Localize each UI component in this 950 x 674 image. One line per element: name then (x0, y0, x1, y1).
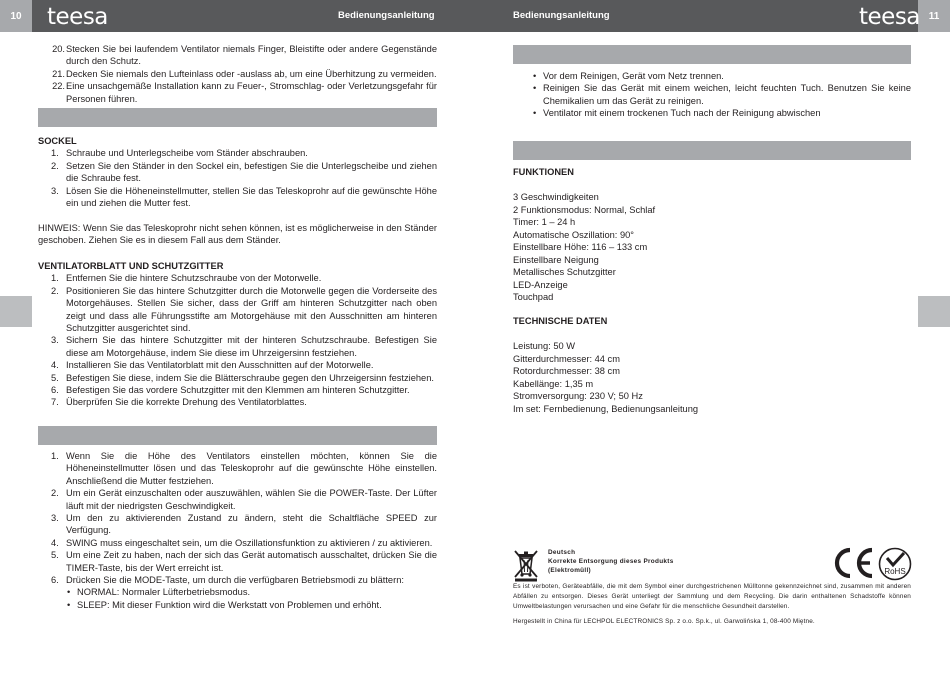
spec-item: Kabellänge: 1,35 m (513, 378, 594, 389)
ce-mark-icon (831, 547, 875, 579)
rohs-label: RoHS (884, 567, 906, 576)
list-item: 5. Um eine Zeit zu haben, nach der sich das Gerät automatisch ausschaltet, drücken Sie die TIMER-Taste, bis der Wert erreicht ist. (51, 550, 437, 573)
right-header-title: Bedienungsanleitung (513, 10, 610, 21)
list-item: 7. Überprüfen Sie die korrekte Drehung des Ventilatorblattes. (51, 397, 307, 408)
hinweis-note (38, 222, 437, 247)
list-item: 22. Eine unsachgemäße Installation kann zu Feuer-, Stromschlag- oder Verletzungsgefahr für Personen führen. (52, 81, 437, 104)
section-bar-cleaning (513, 45, 911, 64)
section-bar-operation (38, 426, 437, 445)
blade-section (38, 260, 437, 409)
list-item: 3. Um den zu aktivierenden Zustand zu ändern, steht die Schaltfläche SPEED zur Verfügung. (51, 513, 437, 536)
operation-section (38, 450, 437, 611)
manufacturer-note: Hergestellt in China für LECHPOL ELECTRONICS Sp. z o.o. Sp.k., ul. Garwolińska 1, 08-400 Miętne. (513, 618, 815, 625)
weee-language: Deutsch (548, 549, 576, 556)
weee-title (548, 548, 674, 575)
list-item: 1. Schraube und Unterlegscheibe vom Ständer abschrauben. (51, 148, 308, 159)
weee-subheading: (Elektromüll) (548, 567, 591, 574)
spec-item: Rotordurchmesser: 38 cm (513, 366, 620, 377)
specs-heading: TECHNISCHE DATEN (513, 316, 608, 326)
left-page-number: 10 (0, 0, 32, 32)
right-logo: teesa (859, 4, 920, 30)
function-item: Einstellbare Neigung (513, 254, 599, 265)
function-item: LED-Anzeige (513, 279, 568, 290)
list-item: 2. Positionieren Sie das hintere Schutzgitter durch die Motorwelle gegen die Vorderseite des Motorgehäuses. Stellen Sie sicher, dass der Griff am hinteren Schutzgitter nach oben zeigt und dass alle Führungsstifte am Motorgehäuse mit den Ausschnitten am hinteren Schutzgitter ausgerichtet sind. (51, 285, 437, 334)
list-item: 4. SWING muss eingeschaltet sein, um die Oszillationsfunktion zu aktivieren / zu aktivieren. (51, 537, 433, 548)
left-side-tab (0, 296, 32, 327)
list-item: 20. Stecken Sie bei laufendem Ventilator niemals Finger, Bleistifte oder andere Gegenstände durch den Schutz. (52, 44, 437, 67)
section-bar-assembly (38, 108, 437, 127)
weee-heading: Korrekte Entsorgung dieses Produkts (548, 558, 674, 565)
mode-item: • NORMAL: Normaler Lüfterbetriebsmodus. (38, 586, 437, 598)
spec-item: Gitterdurchmesser: 44 cm (513, 353, 620, 364)
function-item: Timer: 1 – 24 h (513, 217, 576, 228)
list-item: • Vor dem Reinigen, Gerät vom Netz trennen. (513, 70, 911, 82)
spec-item: Stromversorgung: 230 V; 50 Hz (513, 391, 643, 402)
weee-text: Es ist verboten, Geräteabfälle, die mit dem Symbol einer durchgestrichenen Mülltonne gekennzeichnet sind, zusammen mit anderen Abfällen zu entsorgen. Dieses Gerät unterliegt der Sammlung und dem Recycling. Die darin enthaltenen Schadstoffe können Umweltbelastungen verursachen und eine Gefahr für die menschliche Gesundheit darstellen. (513, 583, 911, 610)
function-item: Touchpad (513, 292, 554, 303)
right-side-tab (918, 296, 950, 327)
right-page-number: 11 (918, 0, 950, 32)
list-item: 4. Installieren Sie das Ventilatorblatt mit den Ausschnitten auf der Motorwelle. (51, 360, 374, 371)
sockel-section (38, 135, 437, 209)
sockel-heading: SOCKEL (38, 136, 77, 146)
cleaning-section (513, 70, 911, 120)
hinweis-text: HINWEIS: Wenn Sie das Teleskoprohr nicht sehen können, ist es möglicherweise in den Ständer geschoben. Ziehen Sie es in diesem Fall aus dem Ständer. (38, 223, 437, 246)
specs-section (513, 315, 911, 415)
list-item: 1. Wenn Sie die Höhe des Ventilators einstellen möchten, können Sie die Höheneinstellmutter lösen und das Teleskoprohr auf die gewünschte Höhe einstellen. Anschließend die Mutter festziehen. (51, 451, 437, 486)
list-item: • Reinigen Sie das Gerät mit einem weichen, leicht feuchten Tuch. Benutzen Sie keine Chemikalien um das Gerät zu reinigen. (513, 82, 911, 107)
function-item: Metallisches Schutzgitter (513, 267, 616, 278)
list-item: • Ventilator mit einem trockenen Tuch nach der Reinigung abwischen (513, 107, 911, 119)
left-header-title: Bedienungsanleitung (338, 10, 435, 21)
spec-item: Leistung: 50 W (513, 341, 576, 352)
list-item: 3. Lösen Sie die Höheneinstellmutter, stellen Sie das Teleskoprohr auf die gewünschte Höhe ein und ziehen die Mutter fest. (51, 185, 437, 209)
section-bar-specs (513, 141, 911, 160)
crossed-out-bin-icon (513, 548, 539, 582)
mode-item: • SLEEP: Mit dieser Funktion wird die Werkstatt von Problemen und erhöht. (38, 599, 437, 611)
list-item: 21. Decken Sie niemals den Lufteinlass oder -auslass ab, um eine Überhitzung zu vermeiden. (52, 68, 437, 79)
list-item: 1. Entfernen Sie die hintere Schutzschraube von der Motorwelle. (51, 273, 322, 284)
functions-section (513, 166, 911, 304)
functions-heading: FUNKTIONEN (513, 167, 574, 177)
left-logo: teesa (47, 4, 108, 30)
function-item: 2 Funktionsmodus: Normal, Schlaf (513, 204, 656, 215)
list-item: 5. Befestigen Sie diese, indem Sie die Blätterschraube gegen den Uhrzeigersinn festziehen. (51, 372, 434, 383)
list-item: 2. Setzen Sie den Ständer in den Sockel ein, befestigen Sie die Unterlegscheibe und ziehen die Schraube fest. (51, 160, 437, 184)
spec-item: Im set: Fernbedienung, Bedienungsanleitung (513, 403, 699, 414)
list-item: 6. Befestigen Sie das vordere Schutzgitter mit den Klemmen am hinteren Schutzgitter. (51, 385, 410, 396)
function-item: Einstellbare Höhe: 116 – 133 cm (513, 242, 648, 253)
function-item: 3 Geschwindigkeiten (513, 192, 599, 203)
rohs-badge-icon (878, 547, 912, 581)
list-item: 2. Um ein Gerät einzuschalten oder auszuwählen, wählen Sie die POWER-Taste. Der Lüfter läuft mit der niedrigsten Geschwindigkeit. (51, 488, 437, 511)
function-item: Automatische Oszillation: 90° (513, 229, 635, 240)
list-item: 6. Drücken Sie die MODE-Taste, um durch die verfügbaren Betriebsmodi zu blättern: (51, 575, 404, 586)
blade-heading: VENTILATORBLATT UND SCHUTZGITTER (38, 261, 224, 271)
safety-list-continued (38, 43, 437, 105)
list-item: 3. Sichern Sie das hintere Schutzgitter mit der hinteren Schutzschraube. Befestigen Sie diese am Motorgehäuse, indem Sie diese im Uhrzeigersinn festziehen. (51, 335, 437, 358)
